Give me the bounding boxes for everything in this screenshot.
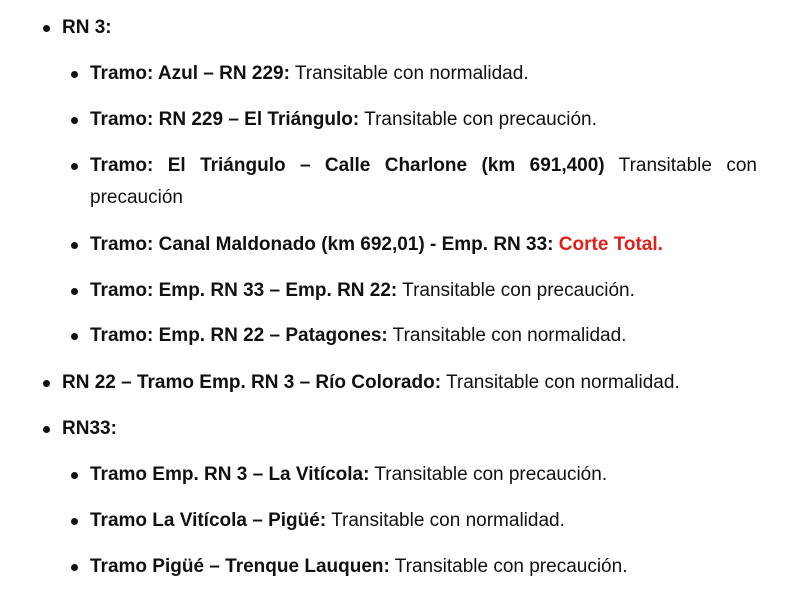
item-status: Transitable con precaución. [359,109,597,130]
bullet-icon [43,25,50,32]
bullet-icon [71,117,78,124]
item-heading: RN33: [62,418,117,439]
bullet-icon [71,518,78,525]
item-status-continued: precaución [90,187,183,208]
bullet-icon [71,333,78,340]
item-heading: Tramo: Emp. RN 22 – Patagones: [90,325,388,346]
item-heading: Tramo: Azul – RN 229: [90,63,290,84]
list-item-pigue-trenque-lauquen [90,551,627,583]
list-item-rn3 [62,12,112,44]
item-heading: Tramo: El Triángulo – Calle Charlone (km 691,400) [90,155,605,176]
list-item-rn22 [62,367,680,399]
item-heading: Tramo: Emp. RN 33 – Emp. RN 22: [90,280,398,301]
bullet-icon [71,472,78,479]
item-status: Transitable con [604,155,757,176]
item-status: Transitable con normalidad. [441,372,680,393]
bullet-icon [71,242,78,249]
list-item-rn229-triangulo [90,104,597,136]
bullet-icon [71,163,78,170]
list-item-rn33-rn22 [90,275,635,307]
item-heading: Tramo: RN 229 – El Triángulo: [90,109,360,130]
item-heading: Tramo La Vitícola – Pigüé: [90,510,327,531]
item-line-1 [90,150,757,182]
list-item-triangulo-charlone [90,150,757,214]
list-item-rn33 [62,413,117,445]
item-status: Transitable con precaución. [389,556,628,577]
bullet-icon [43,426,50,433]
status-alert: Corte Total. [558,234,663,255]
item-heading: Tramo Pigüé – Trenque Lauquen: [90,556,390,577]
item-heading: Tramo: Canal Maldonado (km 692,01) - Emp. RN 33: [90,234,554,255]
list-item-azul-rn229 [90,58,529,90]
item-status: Transitable con normalidad. [289,63,529,84]
item-status: Transitable con precaución. [369,464,608,485]
item-heading: RN 22 – Tramo Emp. RN 3 – Río Colorado: [62,372,442,393]
list-item-rn3-viticola [90,459,607,491]
bullet-icon [71,288,78,295]
bullet-icon [71,564,78,571]
item-heading: RN 3: [62,17,112,38]
item-status: Transitable con normalidad. [387,325,627,346]
bullet-icon [43,380,50,387]
item-status: Transitable con normalidad. [326,510,565,531]
list-item-maldonado-rn33 [90,229,663,261]
list-item-viticola-pigue [90,505,565,537]
list-item-rn22-patagones [90,320,626,352]
item-status: Transitable con precaución. [397,280,635,301]
bullet-icon [71,71,78,78]
item-heading: Tramo Emp. RN 3 – La Vitícola: [90,464,370,485]
